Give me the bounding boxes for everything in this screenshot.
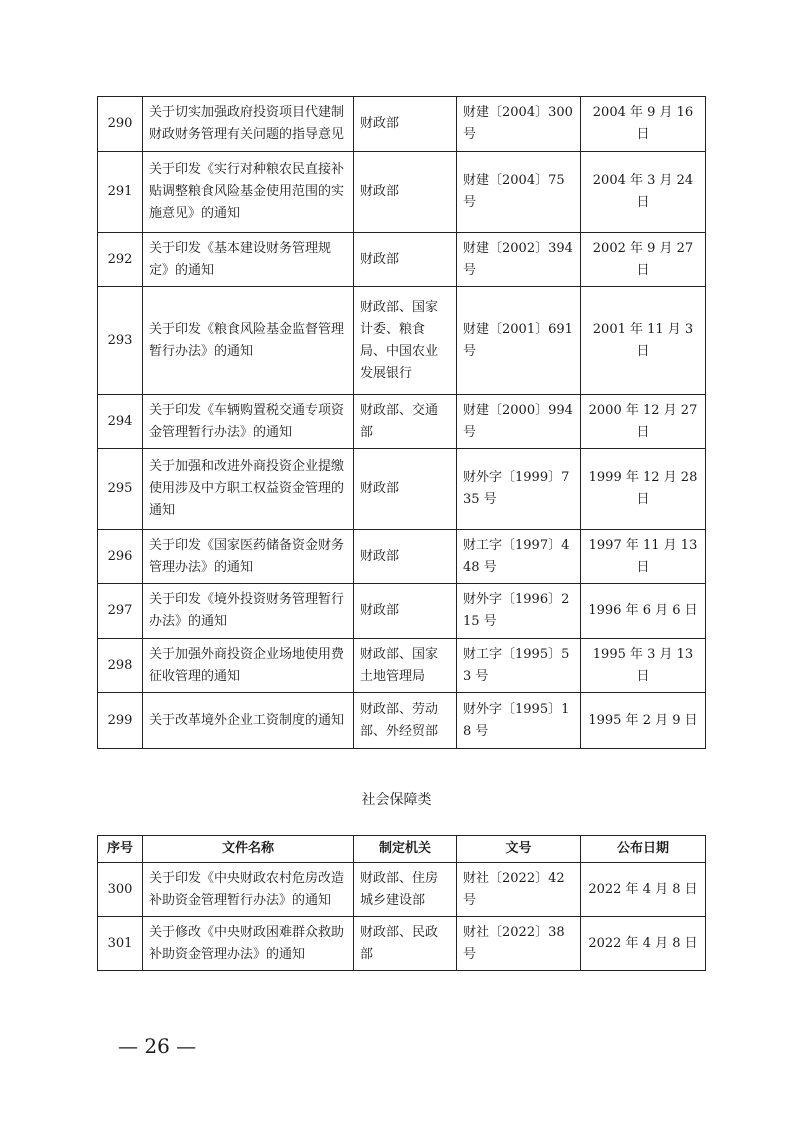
publish-date: 2000 年 12 月 27 日 [581, 395, 706, 449]
document-name: 关于印发《中央财政农村危房改造补助资金管理暂行办法》的通知 [143, 863, 354, 917]
header-agency: 制定机关 [354, 836, 457, 863]
document-number: 财建〔2004〕300 号 [457, 97, 581, 152]
issuing-agency: 财政部、住房城乡建设部 [354, 863, 457, 917]
issuing-agency: 财政部、民政部 [354, 917, 457, 971]
row-number: 292 [98, 233, 143, 287]
document-name: 关于加强外商投资企业场地使用费征收管理的通知 [143, 639, 354, 693]
document-name: 关于印发《国家医药储备资金财务管理办法》的通知 [143, 530, 354, 584]
table-row [98, 639, 706, 693]
publish-date: 1996 年 6 月 6 日 [581, 584, 706, 639]
document-name: 关于加强和改进外商投资企业提缴使用涉及中方职工权益资金管理的通知 [143, 449, 354, 530]
table-row [98, 233, 706, 287]
header-publish-date: 公布日期 [581, 836, 706, 863]
document-name: 关于改革境外企业工资制度的通知 [143, 693, 354, 749]
document-name: 关于印发《境外投资财务管理暂行办法》的通知 [143, 584, 354, 639]
document-name: 关于切实加强政府投资项目代建制财政财务管理有关问题的指导意见 [143, 97, 354, 152]
document-name: 关于印发《车辆购置税交通专项资金管理暂行办法》的通知 [143, 395, 354, 449]
issuing-agency: 财政部 [354, 530, 457, 584]
publish-date: 2022 年 4 月 8 日 [581, 863, 706, 917]
row-number: 297 [98, 584, 143, 639]
document-name: 关于印发《基本建设财务管理规定》的通知 [143, 233, 354, 287]
header-document-name: 文件名称 [143, 836, 354, 863]
publish-date: 2004 年 3 月 24 日 [581, 152, 706, 233]
publish-date: 2002 年 9 月 27 日 [581, 233, 706, 287]
social-security-table [97, 835, 706, 971]
table-row [98, 917, 706, 971]
regulations-table-continued [97, 96, 706, 749]
row-number: 300 [98, 863, 143, 917]
publish-date: 1995 年 2 月 9 日 [581, 693, 706, 749]
row-number: 295 [98, 449, 143, 530]
page-number: — 26 — [118, 1034, 197, 1058]
table-row [98, 530, 706, 584]
document-number: 财外字〔1995〕18 号 [457, 693, 581, 749]
row-number: 294 [98, 395, 143, 449]
table-row [98, 152, 706, 233]
table-row [98, 97, 706, 152]
document-name: 关于修改《中央财政困难群众救助补助资金管理办法》的通知 [143, 917, 354, 971]
document-number: 财建〔2002〕394 号 [457, 233, 581, 287]
publish-date: 2001 年 11 月 3 日 [581, 287, 706, 395]
issuing-agency: 财政部、劳动部、外经贸部 [354, 693, 457, 749]
row-number: 301 [98, 917, 143, 971]
row-number: 293 [98, 287, 143, 395]
table-row [98, 584, 706, 639]
document-number: 财工字〔1997〕448 号 [457, 530, 581, 584]
issuing-agency: 财政部 [354, 584, 457, 639]
row-number: 290 [98, 97, 143, 152]
publish-date: 1997 年 11 月 13 日 [581, 530, 706, 584]
header-number: 序号 [98, 836, 143, 863]
table-row [98, 693, 706, 749]
issuing-agency: 财政部、国家计委、粮食局、中国农业发展银行 [354, 287, 457, 395]
publish-date: 1995 年 3 月 13 日 [581, 639, 706, 693]
document-number: 财外字〔1996〕215 号 [457, 584, 581, 639]
row-number: 299 [98, 693, 143, 749]
document-name: 关于印发《粮食风险基金监督管理暂行办法》的通知 [143, 287, 354, 395]
table-row [98, 395, 706, 449]
section-title: 社会保障类 [361, 792, 432, 808]
issuing-agency: 财政部 [354, 233, 457, 287]
row-number: 291 [98, 152, 143, 233]
document-name: 关于印发《实行对种粮农民直接补贴调整粮食风险基金使用范围的实施意见》的通知 [143, 152, 354, 233]
table-row [98, 863, 706, 917]
issuing-agency: 财政部 [354, 152, 457, 233]
publish-date: 2004 年 9 月 16 日 [581, 97, 706, 152]
publish-date: 1999 年 12 月 28 日 [581, 449, 706, 530]
row-number: 298 [98, 639, 143, 693]
document-number: 财社〔2022〕42 号 [457, 863, 581, 917]
document-number: 财建〔2000〕994 号 [457, 395, 581, 449]
table-row [98, 287, 706, 395]
table-row [98, 449, 706, 530]
issuing-agency: 财政部、交通部 [354, 395, 457, 449]
document-number: 财外字〔1999〕735 号 [457, 449, 581, 530]
publish-date: 2022 年 4 月 8 日 [581, 917, 706, 971]
document-number: 财工字〔1995〕53 号 [457, 639, 581, 693]
issuing-agency: 财政部 [354, 97, 457, 152]
issuing-agency: 财政部、国家土地管理局 [354, 639, 457, 693]
table-header-row [98, 836, 706, 863]
document-number: 财建〔2001〕691 号 [457, 287, 581, 395]
issuing-agency: 财政部 [354, 449, 457, 530]
document-number: 财建〔2004〕75 号 [457, 152, 581, 233]
document-number: 财社〔2022〕38 号 [457, 917, 581, 971]
row-number: 296 [98, 530, 143, 584]
header-document-number: 文号 [457, 836, 581, 863]
